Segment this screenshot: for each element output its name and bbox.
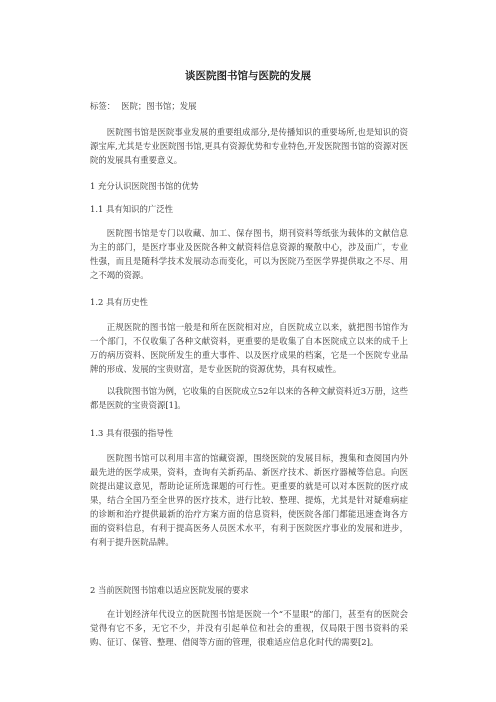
tags-value: 医院；图书馆；发展 [121, 101, 197, 111]
paragraph-example: 以我院图书馆为例，它收集的自医院成立52年以来的各种文献资料近3万册，这些都是医院的宝贵资源[1]。 [90, 386, 408, 410]
paragraph-current-state: 在计划经济年代设立的医院图书馆是医院一个“不显眼”的部门，甚至有的医院会觉得有它不多，无它不少，并没有引起单位和社会的重视，仅局限于图书资料的采购、征订、保管、整理、借阅等方面的管理，很难适应信息化时代的需要[2]。 [90, 609, 408, 647]
paragraph-intro: 医院图书馆是医院事业发展的重要组成部分,是传播知识的重要场所,也是知识的资源宝库,尤其是专业医院图书馆,更具有资源优势和专业特色,开发医院图书馆的资源对医院的发展具有重要意义。 [90, 127, 408, 165]
document-title: 谈医院图书馆与医院的发展 [185, 70, 311, 82]
subsection-heading-1-3: 1.3 具有很强的指导性 [90, 428, 173, 438]
paragraph-knowledge: 医院图书馆是专门以收藏、加工、保存图书，期刊资料等纸张为载体的文献信息为主的部门，是医疗事业及医院各种文献资料信息资源的聚散中心，涉及面广，专业性强，而且是随科学技术发展动态而变化，可以为医院乃至医学界提供取之不尽、用之不竭的资源。 [90, 228, 408, 280]
section-heading-1: 1 充分认识医院图书馆的优势 [90, 181, 199, 191]
section-heading-2: 2 当前医院图书馆难以适应医院发展的要求 [90, 585, 249, 595]
tags-label: 标签： [90, 101, 116, 111]
paragraph-history: 正规医院的图书馆一般是和所在医院相对应，自医院成立以来，就把图书馆作为一个部门，不仅收集了各种文献资料，更重要的是收集了自本医院成立以来的成千上万的病历资料、医院所发生的重大事件、以及医疗成果的档案，它是一个医院专业品牌的形成、发展的宝贵财富，是专业医院的资源优势，具有权威性。 [90, 322, 408, 374]
subsection-heading-1-1: 1.1 具有知识的广泛性 [90, 204, 173, 214]
subsection-heading-1-2: 1.2 具有历史性 [90, 297, 148, 307]
paragraph-guidance: 医院图书馆可以利用丰富的馆藏资源，围绕医院的发展目标，搜集和查阅国内外最先进的医学成果，资料，查询有关新药品、新医疗技术、新医疗器械等信息。向医院提出建议意见，帮助论证所选课题的可行性。更重要的就是可以对本医院的医疗成果，结合全国乃至全世界的医疗技术，进行比较、整理、提炼，尤其是针对疑难病症的诊断和治疗提供最新的治疗方案方面的信息资料，使医院各部门都能迅速查询各方面的资料信息，有利于提高医务人员医术水平，有利于医院医疗事业的发展和进步，有利于提升医院品牌。 [90, 453, 408, 547]
tags-line [90, 100, 197, 112]
